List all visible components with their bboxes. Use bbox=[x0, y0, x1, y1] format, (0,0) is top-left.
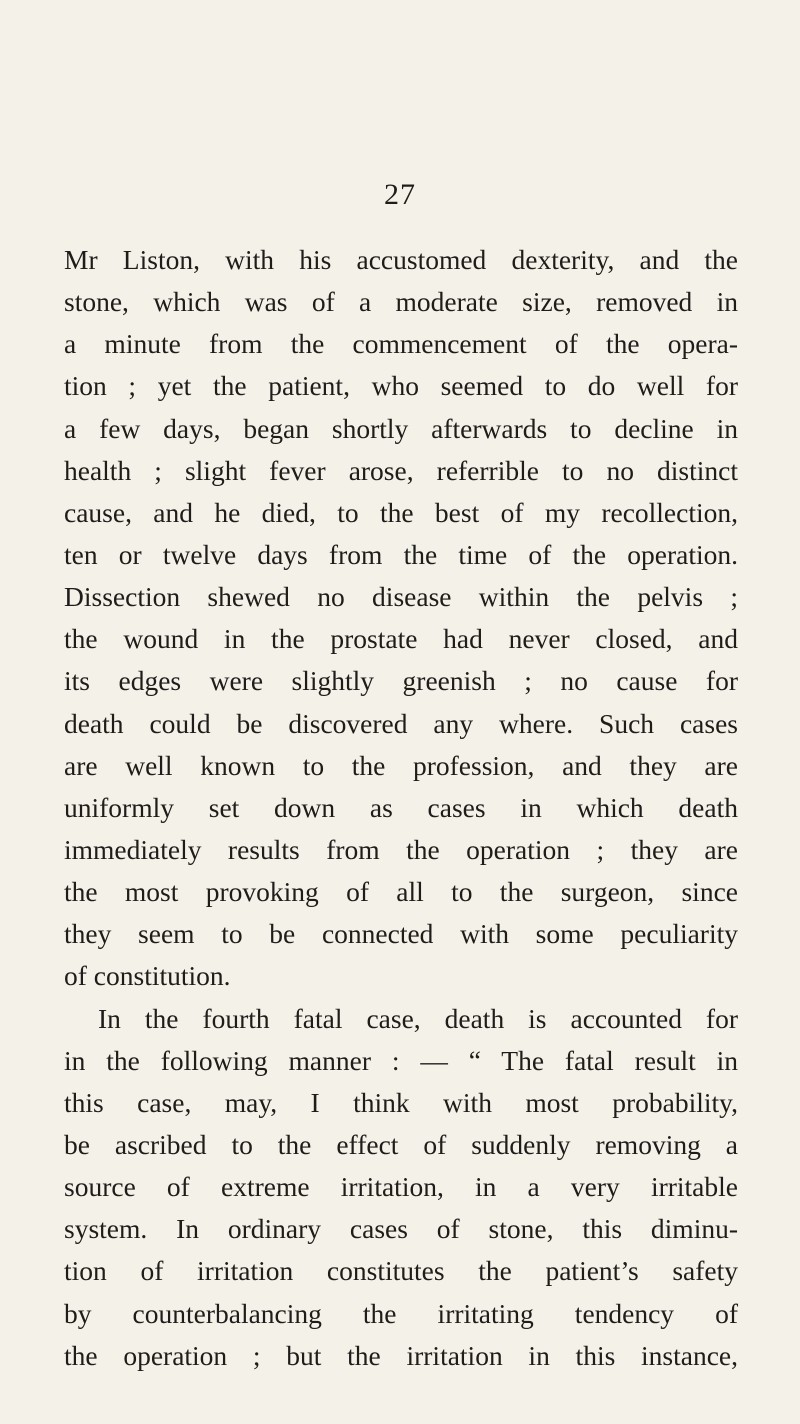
text-line: are well known to the profession, and they are bbox=[64, 749, 738, 781]
text-line: uniformly set down as cases in which death bbox=[64, 791, 738, 823]
page-number: 27 bbox=[384, 178, 416, 211]
text-line: by counterbalancing the irritating tendency of bbox=[64, 1297, 738, 1329]
text-line: tion of irritation constitutes the patient’s safety bbox=[64, 1255, 738, 1287]
text-line: immediately results from the operation ; they are bbox=[64, 833, 738, 865]
text-line: Mr Liston, with his accustomed dexterity, and the bbox=[64, 244, 738, 275]
text-line: of constitution. bbox=[64, 960, 231, 992]
text-line: source of extreme irritation, in a very irritable bbox=[64, 1171, 738, 1203]
text-line: cause, and he died, to the best of my recollection, bbox=[64, 496, 738, 528]
text-line: the operation ; but the irritation in this instance, bbox=[64, 1339, 738, 1371]
text-line: its edges were slightly greenish ; no cause for bbox=[64, 665, 738, 697]
text-line: In the fourth fatal case, death is accounted for bbox=[98, 1002, 738, 1034]
text-line: a few days, began shortly afterwards to decline in bbox=[64, 412, 738, 444]
text-line: tion ; yet the patient, who seemed to do well for bbox=[64, 370, 738, 402]
text-line: ten or twelve days from the time of the operation. bbox=[64, 538, 738, 570]
text-line: system. In ordinary cases of stone, this diminu- bbox=[64, 1213, 738, 1245]
text-line: stone, which was of a moderate size, removed in bbox=[64, 286, 738, 318]
text-line: be ascribed to the effect of suddenly removing a bbox=[64, 1128, 738, 1160]
text-line: death could be discovered any where. Such cases bbox=[64, 707, 738, 739]
text-line: a minute from the commencement of the opera- bbox=[64, 328, 738, 360]
text-line: this case, may, I think with most probability, bbox=[64, 1086, 738, 1118]
text-line: health ; slight fever arose, referrible to no distinct bbox=[64, 454, 738, 486]
text-line: in the following manner : — “ The fatal result in bbox=[64, 1044, 738, 1076]
text-line: they seem to be connected with some peculiarity bbox=[64, 918, 738, 950]
text-line: Dissection shewed no disease within the pelvis ; bbox=[64, 581, 738, 613]
text-line: the wound in the prostate had never closed, and bbox=[64, 623, 738, 655]
text-line: the most provoking of all to the surgeon, since bbox=[64, 876, 738, 908]
body-text bbox=[64, 239, 738, 1377]
